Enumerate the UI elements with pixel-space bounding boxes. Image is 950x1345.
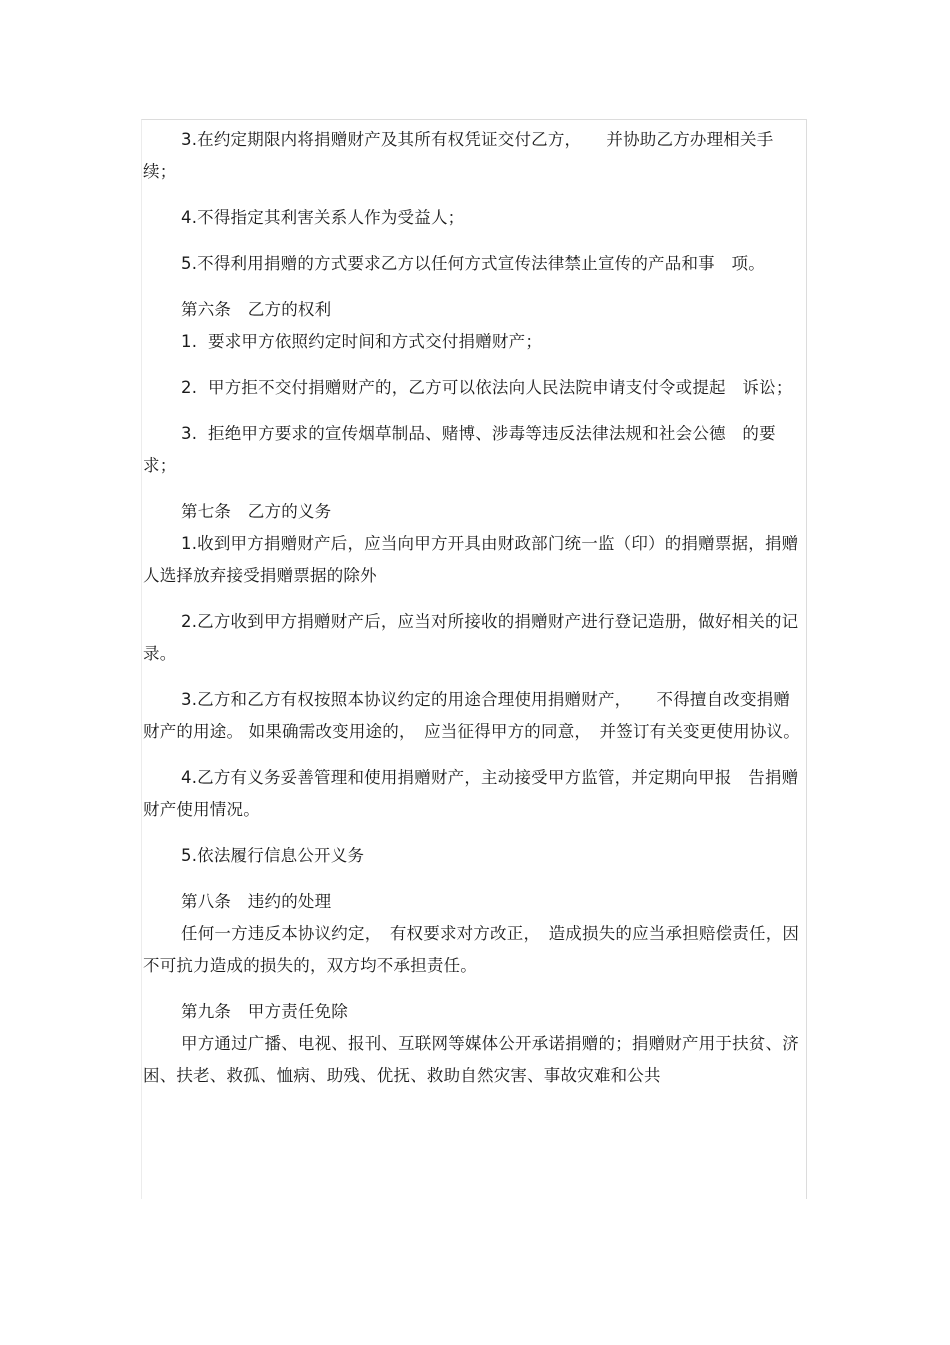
obligation-item-3: 3.在约定期限内将捐赠财产及其所有权凭证交付乙方， 并协助乙方办理相关手续； <box>143 130 774 181</box>
obligation-item-5: 5.不得利用捐赠的方式要求乙方以任何方式宣传法律禁止宣传的产品和事 项。 <box>181 254 765 273</box>
article-9-heading: 第九条 甲方责任免除 <box>181 1002 348 1021</box>
right-item-1: 1. 要求甲方依照约定时间和方式交付捐赠财产； <box>181 332 543 351</box>
breach-paragraph: 任何一方违反本协议约定， 有权要求对方改正， 造成损失的应当承担赔偿责任，因不可抗力造成的损失的，双方均不承担责任。 <box>143 924 800 975</box>
exemption-paragraph: 甲方通过广播、电视、报刊、互联网等媒体公开承诺捐赠的；捐赠财产用于扶贫、济困、扶老、救孤、恤病、助残、优抚、救助自然灾害、事故灾难和公共 <box>143 1034 799 1085</box>
duty-item-4: 4.乙方有义务妥善管理和使用捐赠财产，主动接受甲方监管，并定期向甲报 告捐赠财产使用情况。 <box>143 768 799 819</box>
right-item-2: 2. 甲方拒不交付捐赠财产的，乙方可以依法向人民法院申请支付令或提起 诉讼； <box>181 378 793 397</box>
article-7-heading: 第七条 乙方的义务 <box>181 502 332 521</box>
duty-item-2: 2.乙方收到甲方捐赠财产后，应当对所接收的捐赠财产进行登记造册，做好相关的记录。 <box>143 612 799 663</box>
article-6-heading: 第六条 乙方的权利 <box>181 300 332 319</box>
obligation-item-4: 4.不得指定其利害关系人作为受益人； <box>181 208 465 227</box>
duty-item-3: 3.乙方和乙方有权按照本协议约定的用途合理使用捐赠财产， 不得擅自改变捐赠财产的用途。 如果确需改变用途的， 应当征得甲方的同意， 并签订有关变更使用协议。 <box>143 690 800 741</box>
document-body <box>143 124 803 1092</box>
duty-item-5: 5.依法履行信息公开义务 <box>181 846 365 865</box>
article-8-heading: 第八条 违约的处理 <box>181 892 332 911</box>
duty-item-1: 1.收到甲方捐赠财产后，应当向甲方开具由财政部门统一监（印）的捐赠票据，捐赠人选择放弃接受捐赠票据的除外 <box>143 534 799 585</box>
right-item-3: 3. 拒绝甲方要求的宣传烟草制品、赌博、涉毒等违反法律法规和社会公德 的要求； <box>143 424 776 475</box>
